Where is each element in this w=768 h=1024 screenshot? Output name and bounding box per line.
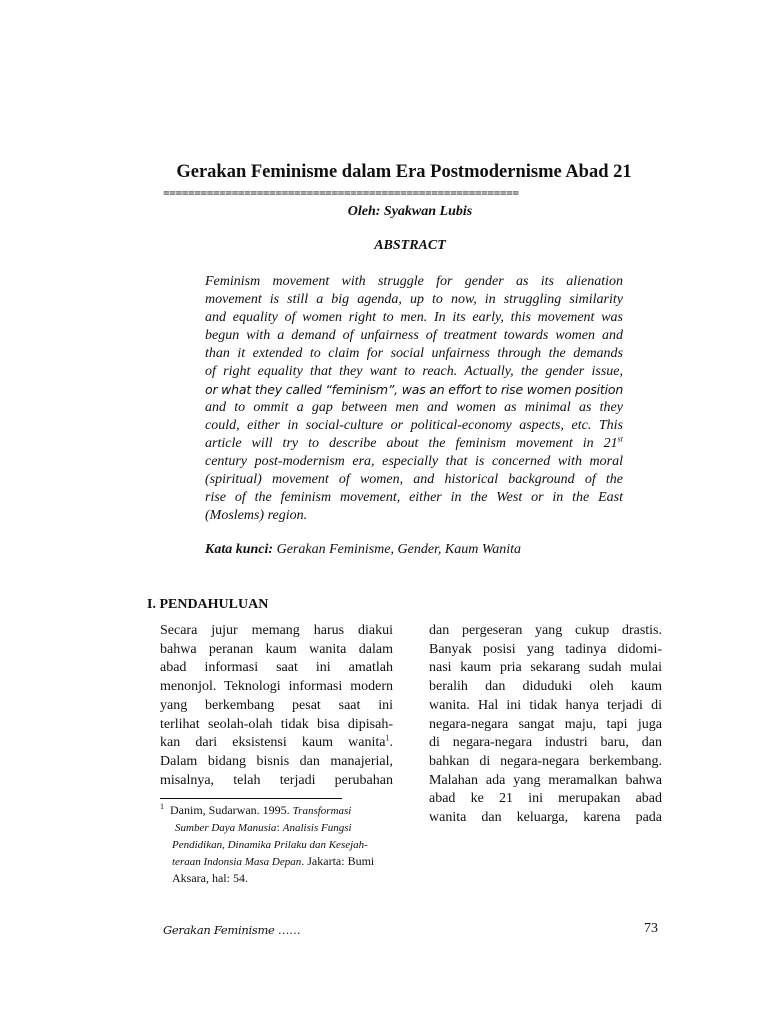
title-separator: ========================================================= (163, 186, 519, 200)
footnote (160, 802, 395, 886)
body-line: bahwa peranan kaum wanita dalam (160, 641, 393, 657)
footnote-title: Analisis Fungsi (282, 822, 352, 834)
body-line: Banyak posisi yang tadinya didomi- (429, 641, 662, 657)
abstract-line: or what they called “feminism”, was an effort to rise women position (205, 382, 624, 397)
footnote-ref[interactable]: 1 (385, 733, 390, 743)
abstract-line: century post-modernism era, especially that is concerned with moral (205, 454, 623, 469)
abstract-line: (spiritual) movement of women, and historical background of the (205, 472, 623, 487)
body-line: abad ke 21 ini merupakan abad (429, 791, 662, 807)
running-footer-title: Gerakan Feminisme …… (163, 923, 301, 937)
footnote-publisher: . Jakarta: Bumi (301, 854, 375, 868)
page-number: 73 (644, 921, 658, 936)
body-line: Malahan ada yang meramalkan bahwa (429, 772, 662, 788)
abstract-body (205, 273, 623, 525)
body-line-with-footnote-ref: kan dari eksistensi kaum wanita$^1$. (160, 733, 393, 751)
paper-title: Gerakan Feminisme dalam Era Postmodernisme Abad 21 (176, 162, 632, 182)
author-line: Oleh: Syakwan Lubis (347, 204, 473, 219)
body-line: misalnya, telah terjadi perubahan (160, 772, 393, 788)
body-line: Dalam bidang bisnis dan manajerial, (160, 753, 393, 769)
footnote-line: Sumber Daya Manusia: Analisis Fungsi (175, 820, 352, 834)
footnote-line (160, 802, 395, 819)
keywords-text: Gerakan Feminisme, Gender, Kaum Wanita (273, 542, 522, 557)
body-line: terlihat seolah-olah tidak bisa dipisah- (160, 716, 393, 732)
footnote-divider (160, 798, 342, 799)
footnote-line (160, 853, 395, 870)
abstract-line: and to ommit a gap between men and women as minimal as they (205, 400, 623, 415)
footnote-title: teraan Indonsia Masa Depan (172, 856, 302, 868)
abstract-line-with-sup (205, 435, 623, 453)
body-line: beralih dan diduduki oleh kaum (429, 679, 662, 695)
abstract-line: and equality of women right to men. In its early, this movement was (205, 310, 623, 325)
body-line: dan pergeseran yang cukup drastis. (429, 623, 662, 638)
footnote-marker: 1 (160, 802, 164, 811)
abstract-line: rise of the feminism movement, either in the West or in the East (205, 490, 623, 505)
footnote-author: Danim, Sudarwan. 1995. (170, 803, 290, 817)
footnote-title: Sumber Daya Manusia (175, 822, 277, 834)
body-line: menonjol. Teknologi informasi modern (160, 679, 393, 695)
section-heading: I. PENDAHULUAN (147, 597, 269, 612)
keywords-label: Kata kunci (205, 542, 269, 557)
abstract-heading: ABSTRACT (374, 238, 446, 253)
abstract-line: of right equality that they want to reach. Actually, the gender issue, (205, 364, 623, 379)
footnote-line: Aksara, hal: 54. (172, 871, 248, 885)
abstract-line: (Moslems) region. (205, 508, 308, 523)
abstract-line: movement is still a big agenda, up to now, in struggling similarity (205, 292, 623, 307)
right-column (429, 622, 662, 828)
abstract-line: could, either in social-culture or political-economy aspects, etc. This (205, 418, 623, 433)
keywords-colon: : (268, 542, 274, 557)
left-column (160, 622, 393, 790)
body-line: di negara-negara industri baru, dan (429, 735, 662, 751)
abstract-line: Feminism movement with struggle for gender as its alienation (205, 274, 623, 289)
body-line: wanita dan keluarga, karena pada (429, 810, 662, 826)
body-line: wanita. Hal ini tidak hanya terjadi di (429, 697, 662, 713)
footnote-title: Pendidikan, Dinamika Prilaku dan Kesejah- (172, 839, 368, 851)
body-line: abad informasi saat ini amatlah (160, 660, 393, 676)
body-line: bahkan di negara-negara berkembang. (429, 753, 662, 769)
footnote-title: Transformasi (292, 805, 352, 817)
ordinal-superscript: st (617, 434, 623, 444)
abstract-line-text: article will try to describe about the feminism movement in 21 (205, 436, 618, 451)
body-line: Secara jujur memang harus diakui (160, 623, 393, 638)
keywords (205, 542, 521, 558)
body-line: nasi kaum pria sekarang sudah mulai (429, 660, 662, 676)
footnote-line (160, 836, 395, 853)
body-line-text: kan dari eksistensi kaum wanita (160, 735, 386, 751)
abstract-line: begun with a demand of unfairness of treatment towards women and (205, 328, 623, 343)
body-line: yang berkembang pesat saat ini (160, 697, 393, 713)
body-line: negara-negara sangat maju, tapi juga (429, 716, 662, 732)
abstract-line: than it extended to claim for social unfairness through the demands (205, 346, 623, 361)
